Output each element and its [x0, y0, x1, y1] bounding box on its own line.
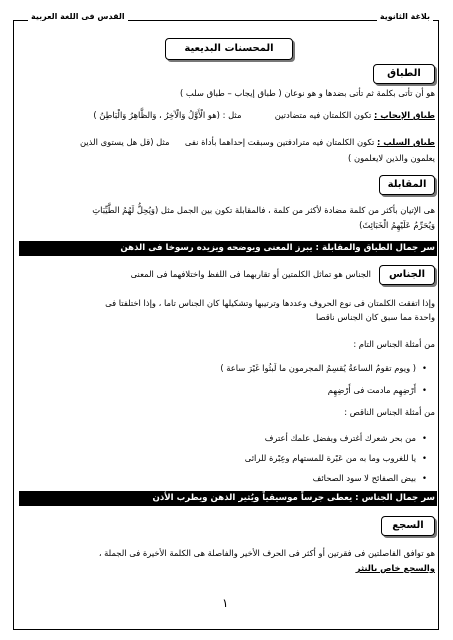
section-heading-muqabala: المقابلة [379, 175, 435, 195]
jinas-rule: وإذا اتفقت الكلمتان فى نوع الحروف وعددها وترتيبها وتشكيلها كان الجناس تاما ، وإذا اختلفتا فى [105, 298, 435, 308]
page-title: المحسنات البديعية [165, 38, 293, 60]
tibaq-salb-cont: يعلمون والذين لايعلمون ) [348, 153, 435, 163]
header-right: بلاغة الثانوية [377, 12, 433, 21]
tibaq-ijab-label: طباق الإيجاب : [374, 110, 435, 120]
header-left: القدس فى اللغة العربية [28, 12, 128, 21]
muqabala-definition-cont: وَيُحَرِّمُ عَلَيْهِمُ الْخَبَائِثَ) [359, 220, 435, 230]
jinas-tam-example-1: • ( ويوم تقومُ الساعةُ يُقسِمُ المجرمون ما لَبثُوا غَيْرَ ساعة ) [220, 362, 427, 374]
jinas-naqis-example-1: • من بحر شعرك أغترف وبفضل علمك أعترف [265, 432, 427, 444]
saj-note-text: والسجع خاص بالنثر [355, 563, 435, 573]
beauty-bar-tibaq: سر جمال الطباق والمقابلة : يبرز المعنى ويوضحه ويزيده رسوخا فى الذهن [19, 241, 437, 256]
tibaq-salb-label: طباق السلب : [377, 137, 435, 147]
tibaq-ijab-line [93, 109, 435, 121]
section-heading-tibaq: الطباق [373, 64, 435, 84]
beauty-bar-jinas: سر جمال الجناس : يعطى جرساً موسيقياً ويُثير الذهن ويطرب الأذن [19, 491, 437, 506]
jinas-definition: الجناس هو تماثل الكلمتين أو تقاربهما فى اللفظ واختلافهما فى المعنى [130, 269, 371, 279]
jinas-naqis-example-2: • يا للغروب وما به من عَبْرة للمستهام وعِبْرة للرائى [245, 452, 427, 464]
tibaq-salb-example: مثل (قل هل يستوى الذين [79, 137, 170, 147]
tibaq-ijab-text: تكون الكلمتان فيه متضادتين [274, 110, 375, 120]
tibaq-salb-text: تكون الكلمتان فيه مترادفتين وسبقت إحداهما بأداة نفى [184, 137, 378, 147]
jinas-naqis-intro: من أمثلة الجناس الناقص : [344, 407, 435, 417]
muqabala-definition: هى الإتيان بأكثر من كلمة مضادة لأكثر من كلمة ، فالمقابلة تكون بين الجمل مثل (وَيُحِلُّ لَهُمُ الطَّيِّبَاتِ [92, 205, 435, 215]
tibaq-salb-line [80, 136, 435, 148]
jinas-naqis-example-3: • بيض الصفائح لا سود الصحائف [313, 472, 427, 484]
jinas-tam-intro: من أمثلة الجناس التام : [353, 339, 435, 349]
section-heading-saj: السجع [381, 516, 435, 536]
tibaq-definition: هو أن تأتى بكلمة ثم تأتى بضدها و هو نوعان ( طباق إيجاب – طباق سلب ) [180, 88, 435, 98]
tibaq-ijab-example: مثل : (هو الْأَوَّلُ وَالْآخِرُ ، وَالظَّاهِرُ وَالْبَاطِنُ ) [93, 110, 242, 120]
page-number: ١ [222, 596, 229, 610]
saj-note [356, 562, 435, 574]
section-heading-jinas: الجناس [379, 265, 435, 285]
saj-definition: هو توافق الفاصلتين فى فقرتين أو أكثر فى الحرف الأخير والفاصلة هى الكلمة الأخيرة فى الجملة ، [98, 548, 435, 558]
jinas-tam-example-2: • أَرْضِهِم مادمت فى أَرْضِهِم [328, 384, 427, 396]
jinas-rule-cont: واحدة مما سبق كان الجناس ناقصا [315, 312, 435, 322]
